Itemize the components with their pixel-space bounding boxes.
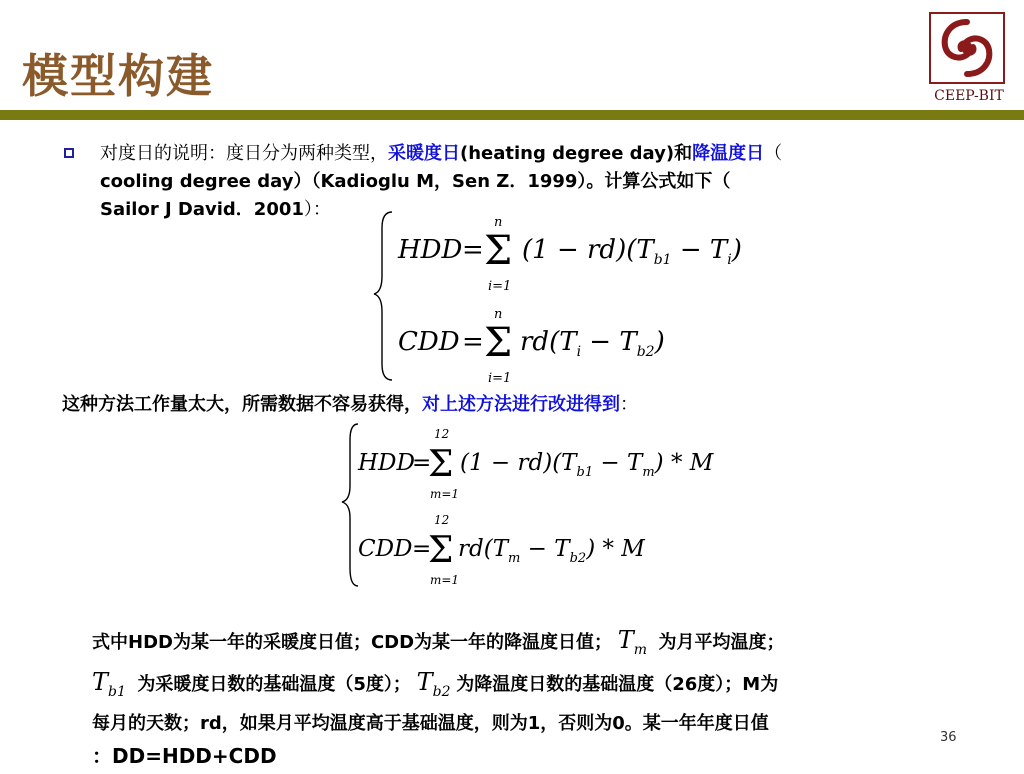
method-colon: ： — [620, 394, 638, 415]
sigma-symbol: Σ — [484, 228, 513, 274]
hdd-lhs: HDD — [398, 235, 463, 265]
title-divider — [0, 110, 1024, 120]
sum-upper-2: n — [494, 307, 503, 322]
sigma-symbol-2: Σ — [484, 320, 513, 366]
intro-text-2: cooling degree day）（Kadioglu M，Sen Z．1999）。计算公式如下（ — [100, 171, 731, 192]
citation-sailor: Sailor J David．2001 — [100, 199, 304, 220]
equals-sign-2: = — [462, 327, 484, 357]
hdd-rhs: $(1 - rd)(T_{b1} - T_i)$ — [522, 235, 742, 268]
cdd2-lhs: CDD — [358, 536, 413, 562]
sum-upper-4: 12 — [434, 513, 450, 527]
cooling-degree-day-term: 降温度日 — [692, 143, 765, 164]
formula-original — [370, 208, 742, 388]
tm-symbol: $T_m$ — [617, 626, 648, 658]
sum-lower: i=1 — [488, 279, 512, 294]
swirl-logo-icon — [931, 14, 1003, 82]
left-brace-2 — [342, 424, 358, 586]
heating-degree-day-english: (heating degree day)和 — [460, 143, 693, 164]
heating-degree-day-term: 采暖度日 — [388, 143, 460, 164]
definitions-text-3: 为采暖度日数的基础温度（5度）； — [137, 673, 411, 695]
definitions-text-1: 式中HDD为某一年的采暖度日值；CDD为某一年的降温度日值； — [92, 632, 613, 653]
sigma-symbol-3: Σ — [428, 444, 454, 485]
sigma-symbol-4: Σ — [428, 530, 454, 571]
definitions-text-4: 为降温度日数的基础温度（26度）；M为 — [456, 673, 779, 695]
formula-improved — [340, 420, 714, 590]
left-brace — [374, 212, 392, 380]
equals-sign: = — [462, 235, 484, 265]
hdd2-rhs: $(1 - rd)(T_{b1} - T_m) * M$ — [460, 450, 714, 480]
logo — [929, 12, 1007, 106]
intro-paren: （ — [764, 143, 783, 164]
equals-sign-4: = — [412, 536, 432, 562]
tb1-symbol: $T_{b1}$ — [92, 667, 126, 700]
definitions-text-5: 每月的天数；rd，如果月平均温度高于基础温度，则为1，否则为0。某一年年度日值 — [92, 712, 769, 734]
sum-upper-3: 12 — [434, 427, 450, 441]
page-title: 模型构建 — [22, 49, 214, 103]
bullet-square-icon — [64, 148, 74, 158]
improved-method-term: 对上述方法进行改进得到 — [422, 394, 620, 415]
intro-text-1: 对度日的说明：度日分为两种类型， — [100, 143, 388, 164]
cdd2-rhs: $rd(T_m - T_{b2}) * M$ — [458, 536, 645, 566]
cdd-lhs: CDD — [398, 327, 460, 357]
intro-text-3: ）： — [303, 199, 331, 220]
tb2-symbol: $T_{b2}$ — [416, 667, 451, 700]
logo-frame — [929, 12, 1005, 84]
dd-formula-text: ：DD=HDD+CDD — [92, 743, 277, 768]
sum-lower-3: m=1 — [430, 487, 460, 501]
sum-lower-4: m=1 — [430, 573, 460, 587]
method-text: 这种方法工作量太大，所需数据不容易获得， — [62, 394, 422, 415]
page-number: 36 — [940, 730, 957, 745]
sum-lower-2: i=1 — [488, 371, 512, 386]
logo-text: CEEP-BIT — [934, 88, 1004, 104]
definitions-paragraph — [92, 624, 992, 774]
equals-sign-3: = — [412, 450, 432, 476]
sum-upper: n — [494, 215, 503, 230]
hdd2-lhs: HDD — [358, 450, 415, 476]
method-paragraph — [62, 392, 638, 418]
cdd-rhs: $rd(T_i - T_{b2})$ — [520, 327, 665, 360]
definitions-text-2: 为月平均温度； — [658, 632, 785, 653]
